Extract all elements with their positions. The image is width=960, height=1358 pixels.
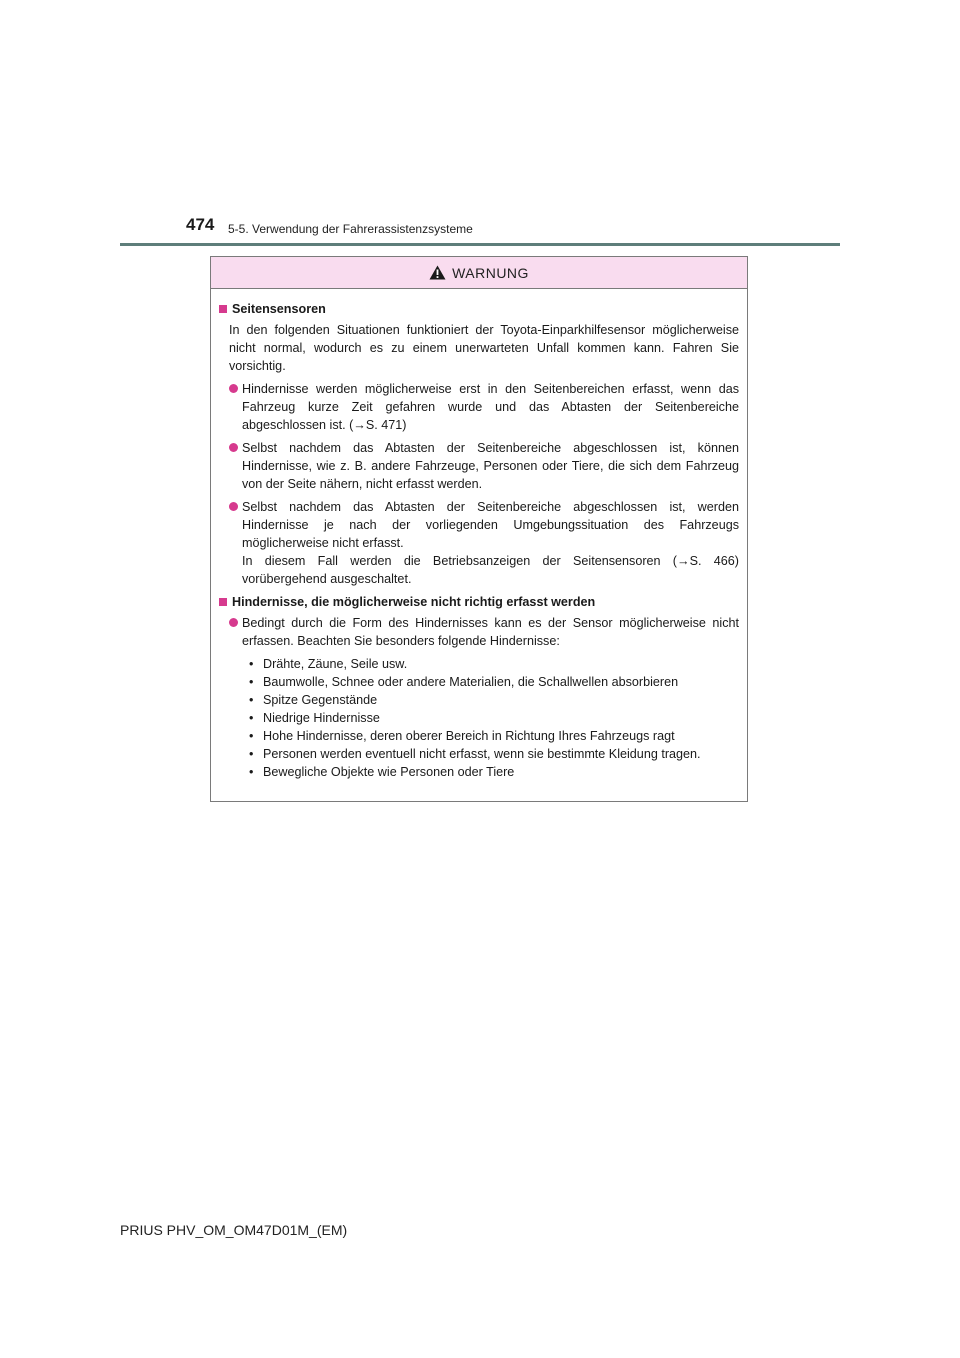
section-title: 5-5. Verwendung der Fahrerassistenzsysteme [228, 222, 473, 236]
sub-list-item-text: Spitze Gegenstände [263, 693, 378, 707]
section-heading-text: Hindernisse, die möglicherweise nicht richtig erfasst werden [232, 595, 596, 609]
sub-list-item-text: Personen werden eventuell nicht erfasst, wenn sie bestimmte Kleidung tragen. [263, 747, 701, 761]
sub-list-item [249, 655, 739, 673]
list-item-text: Bedingt durch die Form des Hindernisses kann es der Sensor möglicherweise nicht erfassen. Beachten Sie besonders folgende Hindernisse: [242, 616, 739, 648]
list-item [219, 614, 739, 650]
square-bullet-icon [219, 305, 227, 313]
circle-bullet-icon [229, 502, 238, 511]
sub-list-item [249, 763, 739, 781]
circle-bullet-icon [229, 384, 238, 393]
sub-list-item-text: Drähte, Zäune, Seile usw. [263, 657, 408, 671]
square-bullet-icon [219, 598, 227, 606]
warning-body [211, 289, 747, 801]
sub-list [219, 655, 739, 781]
bullet-dot-icon: • [249, 747, 254, 761]
list-item-text-part: Selbst nachdem das Abtasten der Seitenbereiche abgeschlossen ist, werden Hindernisse je nach der vorliegenden Umgebungssituation des Fahrzeugs möglicherweise nicht erfasst. [242, 500, 739, 550]
section-heading [219, 593, 739, 611]
bullet-dot-icon: • [249, 711, 254, 725]
warning-box [210, 256, 748, 802]
warning-title: WARNUNG [452, 264, 529, 281]
document-code: PRIUS PHV_OM_OM47D01M_(EM) [120, 1222, 348, 1238]
list-item-text [242, 498, 739, 588]
section-heading [219, 300, 739, 318]
sub-list-item-text: Hohe Hindernisse, deren oberer Bereich in Richtung Ihres Fahrzeugs ragt [263, 729, 675, 743]
page-number: 474 [186, 215, 215, 234]
bullet-dot-icon: • [249, 729, 254, 743]
list-item [219, 498, 739, 588]
bullet-dot-icon: • [249, 675, 254, 689]
circle-bullet-icon [229, 443, 238, 452]
bullet-dot-icon: • [249, 657, 254, 671]
list-item [219, 439, 739, 493]
sub-list-item [249, 673, 739, 691]
warning-header [211, 257, 747, 289]
sub-list-item [249, 745, 739, 763]
list-item-text: Hindernisse werden möglicherweise erst in den Seitenbereichen erfasst, wenn das Fahrzeug kurze Zeit gefahren wurde und das Abtasten der Seitenbereiche abgeschlossen ist. (→S. 471) [242, 382, 739, 432]
sub-list-item [249, 691, 739, 709]
header-rule [120, 243, 840, 246]
circle-bullet-icon [229, 618, 238, 627]
sub-list-item [249, 709, 739, 727]
sub-list-item-text: Baumwolle, Schnee oder andere Materialien, die Schallwellen absorbieren [263, 675, 679, 689]
sub-list-item-text: Niedrige Hindernisse [263, 711, 380, 725]
sub-list-item [249, 727, 739, 745]
list-item-text-part: In diesem Fall werden die Betriebsanzeigen der Seitensensoren (→S. 466) vorübergehend ausgeschaltet. [242, 554, 739, 586]
list-item-text: Selbst nachdem das Abtasten der Seitenbereiche abgeschlossen ist, können Hindernisse, wie z. B. andere Fahrzeuge, Personen oder Tiere, die sich dem Fahrzeug von der Seite nähern, nicht erfasst werden. [242, 441, 739, 491]
bullet-dot-icon: • [249, 765, 254, 779]
sub-list-item-text: Bewegliche Objekte wie Personen oder Tiere [263, 765, 515, 779]
section-heading-text: Seitensensoren [232, 302, 326, 316]
list-item [219, 380, 739, 434]
bullet-dot-icon: • [249, 693, 254, 707]
warning-triangle-icon [429, 265, 446, 280]
section-intro: In den folgenden Situationen funktioniert der Toyota-Einparkhilfesensor möglicherweise nicht normal, wodurch es zu einem unerwarteten Unfall kommen kann. Fahren Sie vorsichtig. [229, 323, 739, 373]
